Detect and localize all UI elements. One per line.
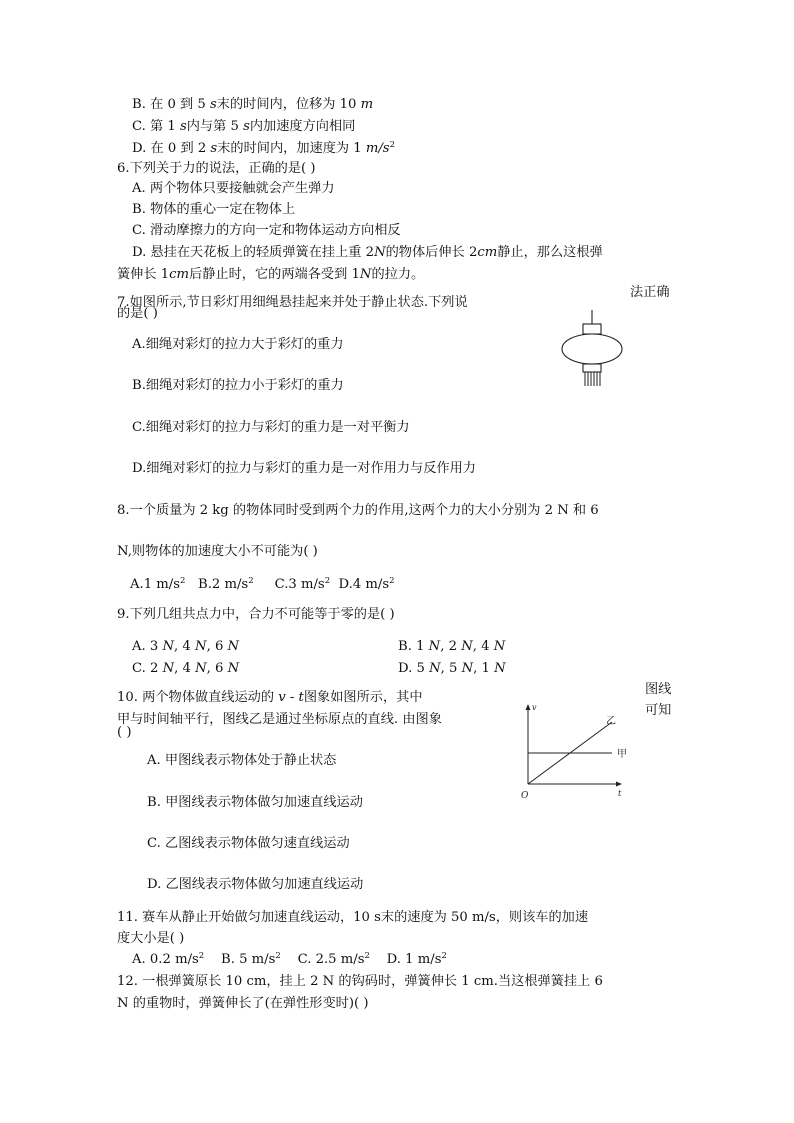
q8-stem-line2: N,则物体的加速度大小不可能为( ) bbox=[117, 544, 318, 559]
q7-option-b: B.细绳对彩灯的拉力小于彩灯的重力 bbox=[132, 378, 344, 393]
q11-stem-line1: 11. 赛车从静止开始做匀加速直线运动，10 s末的速度为 50 m/s，则该车的加速 bbox=[117, 910, 589, 925]
q9-option-c: C. 2 N, 4 N, 6 N bbox=[132, 661, 240, 676]
q10-tail-2: 可知 bbox=[645, 703, 672, 718]
q6-option-c: C. 滑动摩擦力的方向一定和物体运动方向相反 bbox=[132, 223, 401, 238]
q12-stem-line2: N 的重物时，弹簧伸长了(在弹性形变时)( ) bbox=[117, 996, 369, 1011]
q7-option-d: D.细绳对彩灯的拉力与彩灯的重力是一对作用力与反作用力 bbox=[132, 461, 476, 476]
q8-option-c: C.3 $m/s^2$ bbox=[274, 576, 331, 592]
q11-options bbox=[132, 951, 447, 969]
q7-option-c: C.细绳对彩灯的拉力与彩灯的重力是一对平衡力 bbox=[132, 420, 410, 435]
q9-option-d: D. 5 N, 5 N, 1 N bbox=[398, 661, 506, 676]
q6-option-d-line1: D. 悬挂在天花板上的轻质弹簧在挂上重 2N的物体后伸长 2cm静止，那么这根弹 bbox=[132, 245, 603, 260]
q10-stem-line3: ( ) bbox=[117, 725, 132, 740]
q6-stem: 6.下列关于力的说法，正确的是( ) bbox=[117, 161, 316, 176]
vt-graph bbox=[518, 700, 642, 802]
q6-option-d-line2: 簧伸长 1cm后静止时，它的两端各受到 1N的拉力。 bbox=[117, 267, 425, 282]
v-axis-arrow bbox=[526, 704, 531, 710]
t-axis-label: t bbox=[618, 789, 622, 798]
q9-stem: 9.下列几组共点力中，合力不可能等于零的是( ) bbox=[117, 607, 395, 622]
lantern-figure bbox=[560, 308, 632, 390]
lantern-tassels bbox=[585, 372, 600, 386]
q10-option-b: B. 甲图线表示物体做匀加速直线运动 bbox=[147, 795, 363, 810]
q7-stem-line2: 的是( ) bbox=[117, 306, 158, 321]
q6-option-b: B. 物体的重心一定在物体上 bbox=[132, 202, 296, 217]
lantern-base bbox=[583, 364, 601, 372]
lantern-body bbox=[562, 334, 622, 364]
q10-option-c: C. 乙图线表示物体做匀速直线运动 bbox=[147, 836, 350, 851]
lantern-cap bbox=[583, 324, 601, 334]
q5-option-d: D. 在 0 到 2 s末的时间内，加速度为 1 $m/s^2$ bbox=[132, 140, 395, 156]
q10-option-a: A. 甲图线表示物体处于静止状态 bbox=[147, 753, 337, 768]
t-axis-arrow bbox=[616, 782, 622, 787]
q10-option-d: D. 乙图线表示物体做匀加速直线运动 bbox=[147, 877, 364, 892]
q6-option-a: A. 两个物体只要接触就会产生弹力 bbox=[132, 181, 335, 196]
q7-option-a: A.细绳对彩灯的拉力大于彩灯的重力 bbox=[132, 337, 344, 352]
q8-option-b: B.2 $m/s^2$ bbox=[198, 576, 254, 592]
q9-option-b: B. 1 N, 2 N, 4 N bbox=[398, 639, 506, 654]
q10-tail-1: 图线 bbox=[645, 682, 672, 697]
q5-option-b: B. 在 0 到 5 s末的时间内，位移为 10 m bbox=[132, 97, 374, 112]
q11-option-b: B. 5 $m/s^2$ bbox=[221, 951, 281, 967]
line-jia-label: 甲 bbox=[617, 749, 627, 760]
q11-option-a: A. 0.2 $m/s^2$ bbox=[132, 951, 205, 967]
q11-option-d: D. 1 $m/s^2$ bbox=[386, 951, 447, 967]
q11-option-c: C. 2.5 $m/s^2$ bbox=[297, 951, 370, 967]
q12-stem-line1: 12. 一根弹簧原长 10 cm，挂上 2 N 的钩码时，弹簧伸长 1 cm.当这根弹簧挂上 6 bbox=[117, 974, 603, 989]
line-yi-label: 乙 bbox=[606, 716, 616, 727]
q9-option-a: A. 3 N, 4 N, 6 N bbox=[132, 639, 240, 654]
origin-label: O bbox=[521, 791, 529, 801]
q10-stem-line1: 10. 两个物体做直线运动的 v - t图象如图所示，其中 bbox=[117, 690, 423, 705]
v-axis-label: v bbox=[532, 703, 537, 712]
q10-stem-line2: 甲与时间轴平行，图线乙是通过坐标原点的直线. 由图象 bbox=[117, 712, 442, 727]
q7-stem-line1: 7.如图所示,节日彩灯用细绳悬挂起来并处于静止状态.下列说 bbox=[117, 295, 468, 310]
q8-option-d: D.4 $m/s^2$ bbox=[338, 576, 395, 592]
q8-options bbox=[130, 576, 395, 594]
q8-option-a: A.1 $m/s^2$ bbox=[130, 576, 186, 592]
q5-option-c: C. 第 1 s内与第 5 s内加速度方向相同 bbox=[132, 119, 356, 134]
q8-stem-line1: 8.一个质量为 2 kg 的物体同时受到两个力的作用,这两个力的大小分别为 2 N 和 6 bbox=[117, 503, 599, 518]
q11-stem-line2: 度大小是( ) bbox=[117, 931, 185, 946]
q7-stem-tail: 法正确 bbox=[630, 285, 670, 300]
